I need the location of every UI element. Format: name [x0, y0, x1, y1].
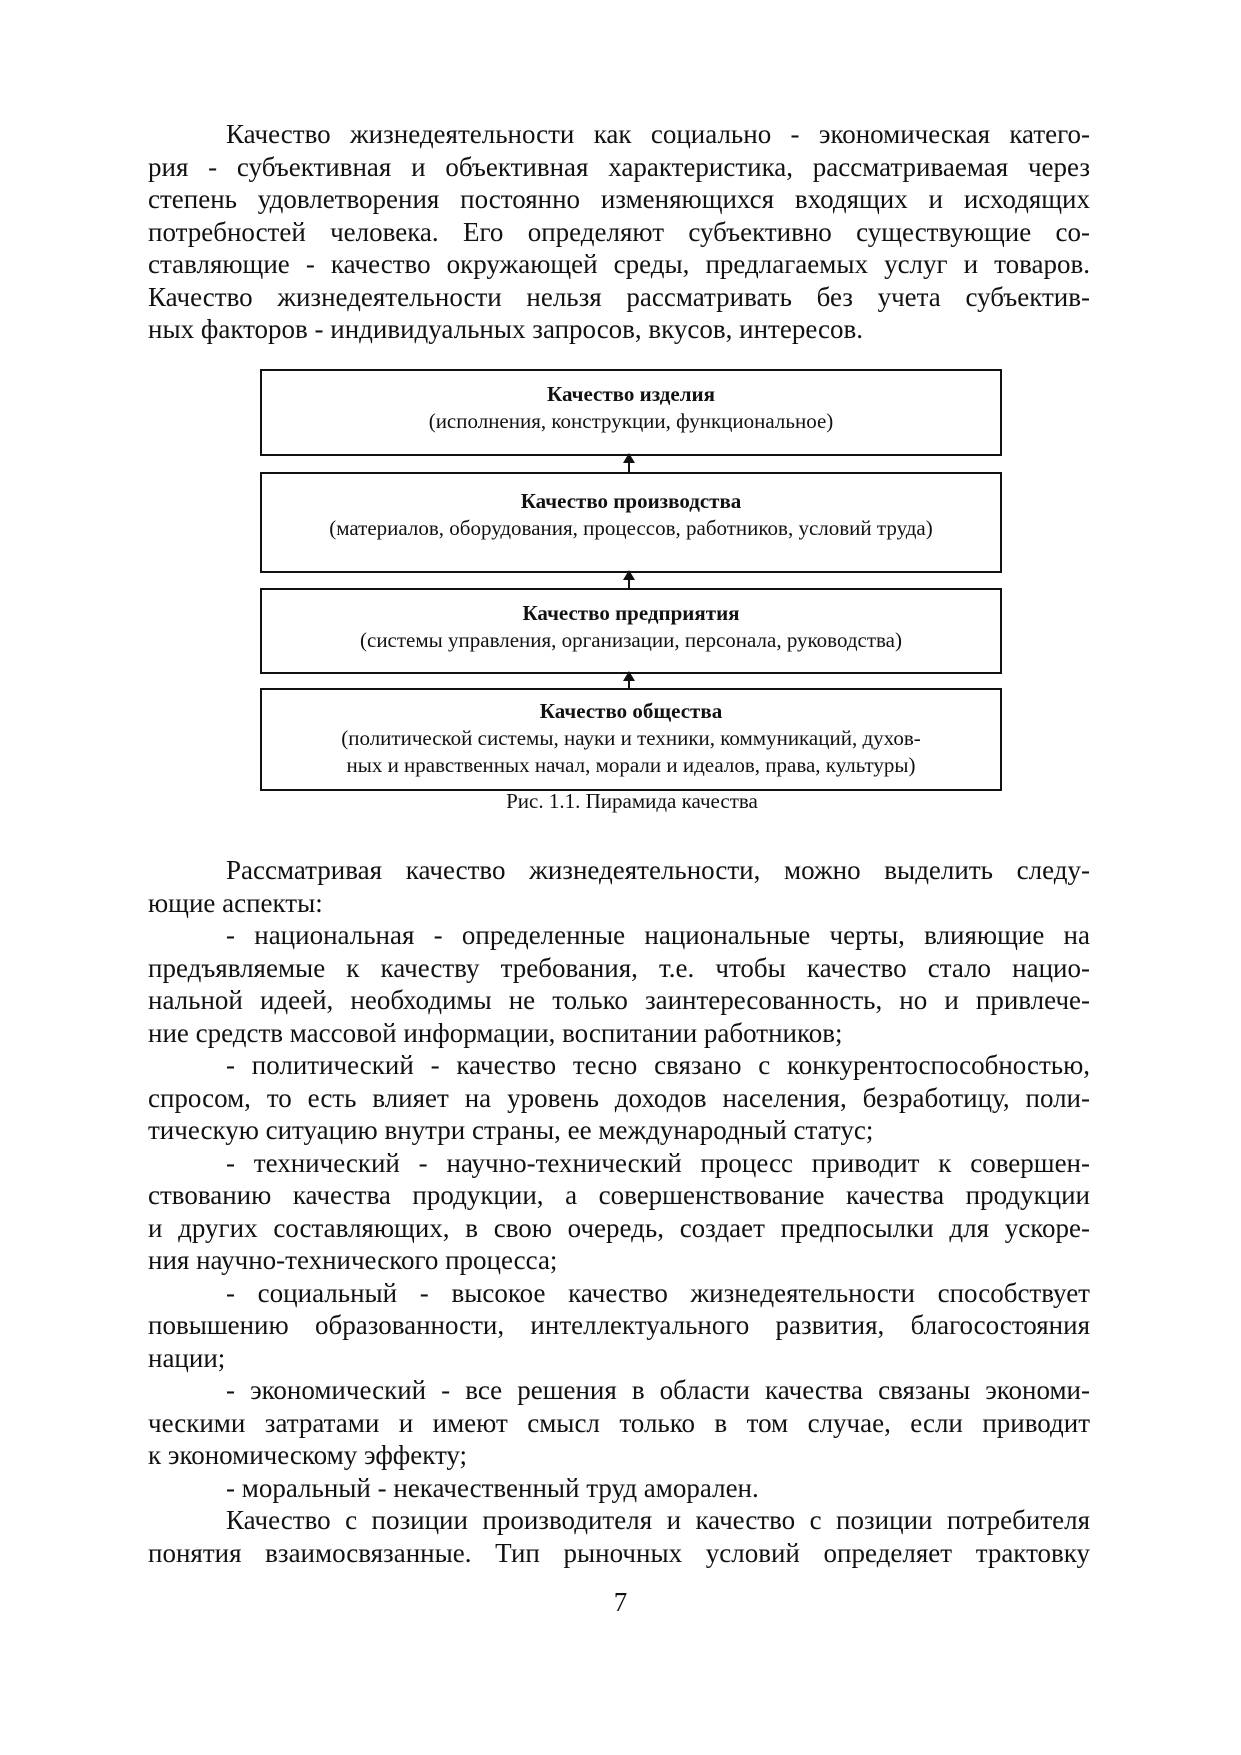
diagram-box-society-quality [260, 688, 1002, 791]
text-line: - моральный - некачественный труд аморален. [226, 1472, 759, 1503]
text-line: тическую ситуацию внутри страны, ее международный статус; [148, 1115, 874, 1145]
arrow-up-icon [628, 454, 630, 472]
text-line: и других составляющих, в свою очередь, создает предпосылки для ускоре- [148, 1212, 1090, 1243]
body-text [148, 854, 1090, 1569]
text-line: Качество с позиции производителя и качество с позиции потребителя [226, 1505, 1090, 1535]
text-line: ставляющие - качество окружающей среды, предлагаемых услуг и товаров. [148, 249, 1090, 279]
text-line: - социальный - высокое качество жизнедеятельности способствует [226, 1277, 1090, 1308]
text-line: - национальная - определенные национальные черты, влияющие на [226, 920, 1090, 950]
box-description: ных и нравственных начал, морали и идеалов, права, культуры) [346, 753, 916, 777]
text-line: понятия взаимосвязанные. Тип рыночных условий определяет трактовку [148, 1537, 1090, 1568]
arrow-up-icon [628, 571, 630, 588]
text-line: ния научно-технического процесса; [148, 1245, 558, 1275]
text-line: Качество жизнедеятельности нельзя рассматривать без учета субъектив- [148, 281, 1090, 312]
arrow-up-icon [628, 672, 630, 688]
text-line: ческими затратами и имеют смысл только в том случае, если приводит [148, 1407, 1090, 1438]
text-line: ющие аспекты: [148, 887, 323, 918]
intro-paragraph [148, 118, 1090, 346]
box-description: (политической системы, науки и техники, коммуникаций, духов- [341, 726, 921, 750]
text-line: предъявляемые к качеству требования, т.е. чтобы качество стало нацио- [148, 952, 1090, 983]
page-number: 7 [613, 1587, 628, 1617]
text-line: - технический - научно-технический процесс приводит к совершен- [226, 1147, 1090, 1178]
text-line: к экономическому эффекту; [148, 1440, 468, 1470]
box-title: Качество изделия [547, 382, 715, 406]
box-description: (исполнения, конструкции, функциональное) [428, 409, 834, 433]
text-line: - политический - качество тесно связано с конкурентоспособностью, [226, 1050, 1090, 1080]
text-line: нальной идеей, необходимы не только заинтересованность, но и привлече- [148, 985, 1090, 1015]
text-line: ных факторов - индивидуальных запросов, вкусов, интересов. [148, 314, 863, 344]
box-title: Качество производства [520, 489, 742, 513]
text-line: степень удовлетворения постоянно изменяющихся входящих и исходящих [148, 184, 1090, 214]
text-line: спросом, то есть влияет на уровень доходов населения, безработицу, поли- [148, 1082, 1090, 1113]
box-description: (системы управления, организации, персонала, руководства) [360, 628, 902, 652]
text-line: повышению образованности, интеллектуального развития, благосостояния [148, 1310, 1090, 1340]
figure-caption: Рис. 1.1. Пирамида качества [506, 789, 758, 813]
text-line: потребностей человека. Его определяют субъективно существующие со- [148, 216, 1090, 247]
text-line: нации; [148, 1342, 226, 1373]
diagram-box-enterprise-quality [260, 588, 1002, 674]
text-line: ние средств массовой информации, воспитании работников; [148, 1017, 843, 1048]
text-line: рия - субъективная и объективная характеристика, рассматриваемая через [148, 151, 1090, 182]
box-title: Качество предприятия [522, 601, 740, 625]
box-title: Качество общества [539, 699, 723, 723]
box-description: (материалов, оборудования, процессов, работников, условий труда) [329, 516, 933, 540]
diagram-box-product-quality [260, 369, 1002, 456]
text-line: - экономический - все решения в области качества связаны экономи- [226, 1375, 1090, 1405]
text-line: Качество жизнедеятельности как социально - экономическая катего- [226, 119, 1090, 149]
diagram-box-production-quality [260, 472, 1002, 573]
quality-pyramid-diagram [260, 369, 1004, 813]
text-line: ствованию качества продукции, а совершенствование качества продукции [148, 1180, 1090, 1210]
text-line: Рассматривая качество жизнедеятельности, можно выделить следу- [226, 855, 1090, 885]
